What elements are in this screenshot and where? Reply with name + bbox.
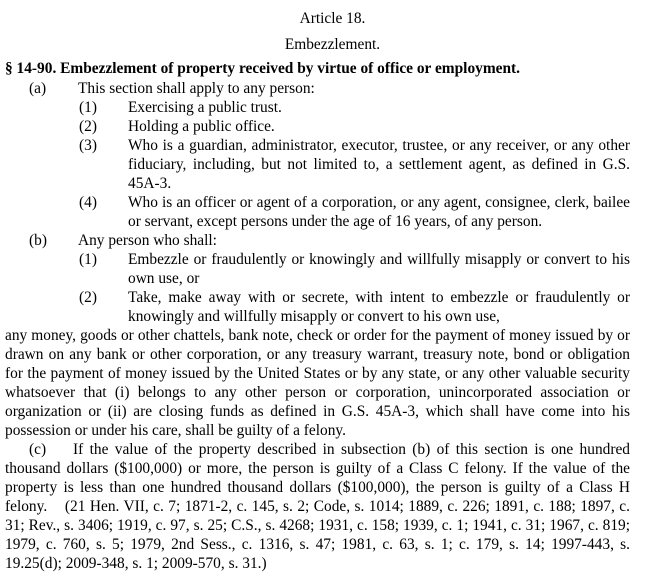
subsection-a xyxy=(5,79,630,98)
list-item xyxy=(5,117,630,136)
list-item xyxy=(5,136,630,193)
article-number: Article 18. xyxy=(299,10,366,27)
section-heading: § 14-90. Embezzlement of property received by virtue of office or employment. xyxy=(5,60,521,77)
item-text: Holding a public office. xyxy=(128,118,275,135)
item-text: Who is a guardian, administrator, executor, trustee, or any receiver, or any other fiduciary, including, but not limited to, a settlement agent, as defined in G.S. 45A-3. xyxy=(128,137,630,192)
list-item xyxy=(5,288,630,326)
subsection-c xyxy=(5,440,630,573)
item-label: (2) xyxy=(79,289,97,306)
item-text: Who is an officer or agent of a corporation, or any agent, consignee, clerk, bailee or servant, except persons under the age of 16 years, of any person. xyxy=(128,194,630,230)
item-text: Take, make away with or secrete, with intent to embezzle or fraudulently or knowingly and willfully misapply or convert to his own use, xyxy=(128,289,630,325)
subsection-c-label: (c) xyxy=(29,441,47,458)
item-text: Embezzle or fraudulently or knowingly and willfully misapply or convert to his own use, or xyxy=(128,251,630,287)
list-item xyxy=(5,98,630,117)
subsection-b-continuation: any money, goods or other chattels, bank note, check or order for the payment of money issued by or drawn on any bank or other corporation, or any treasury warrant, treasury note, bond or obligation for the payment of money issued by the United States or by any state, or any other valuable security whatsoever that (i) belongs to any other person or corporation, unincorporated association or organization or (ii) are closing funds as defined in G.S. 45A-3, which shall have come into his possession or under his care, shall be guilty of a felony. xyxy=(5,327,630,439)
item-label: (2) xyxy=(79,118,97,135)
list-item xyxy=(5,193,630,231)
legislative-history: (21 Hen. VII, c. 7; 1871-2, c. 145, s. 2; Code, s. 1014; 1889, c. 226; 1891, c. 188; 1897, c. 31; Rev., s. 3406; 1919, c. 97, s. 25; C.S., s. 4268; 1931, c. 158; 1939, c. 1; 1941, c. 31; 1967, c. 819; 1979, c. 760, s. 5; 1979, 2nd Sess., c. 1316, s. 47; 1981, c. 63, s. 1; c. 179, s. 14; 1997-443, s. 19.25(d); 2009-348, s. 1; 2009-570, s. 31.) xyxy=(5,498,630,572)
subsection-a-label: (a) xyxy=(29,80,47,97)
item-text: Exercising a public trust. xyxy=(128,99,282,116)
list-item xyxy=(5,250,630,288)
subsection-b xyxy=(5,231,630,250)
subsection-c-text: If the value of the property described in subsection (b) of this section is one hundred thousand dollars ($100,000) or more, the person is guilty of a Class C felony. If the value of the property is less than one hundred thousand dollars ($100,000), the person is guilty of a Class H felony. xyxy=(5,441,630,515)
article-title: Embezzlement. xyxy=(284,36,381,53)
item-label: (3) xyxy=(79,137,97,154)
item-label: (4) xyxy=(79,194,97,211)
item-label: (1) xyxy=(79,251,97,268)
subsection-b-intro: Any person who shall: xyxy=(78,232,217,249)
subsection-a-intro: This section shall apply to any person: xyxy=(78,80,315,97)
item-label: (1) xyxy=(79,99,97,116)
subsection-b-label: (b) xyxy=(29,232,47,249)
